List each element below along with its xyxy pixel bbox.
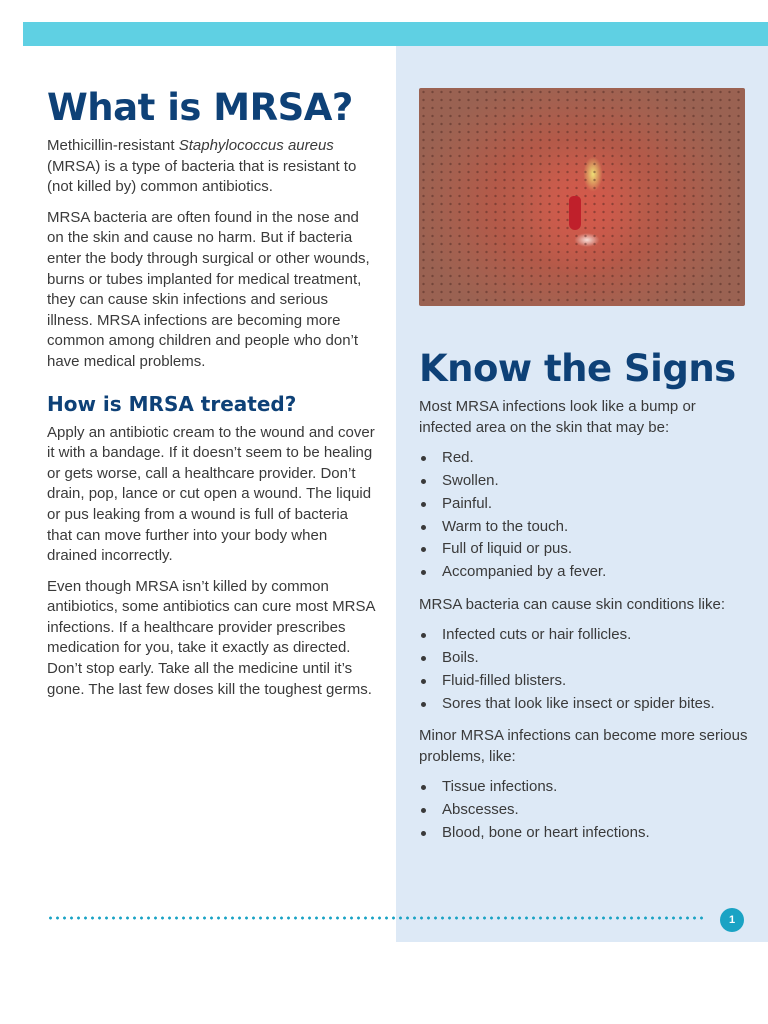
list-item: Red.	[419, 448, 749, 469]
list-item: Blood, bone or heart infections.	[419, 823, 749, 844]
list-item: Tissue infections.	[419, 777, 749, 798]
signs-intro: Most MRSA infections look like a bump or infected area on the skin that may be:	[419, 398, 696, 436]
dotted-divider	[47, 916, 703, 920]
paragraph-antibiotics: Even though MRSA isn’t killed by common antibiotics, some antibiotics can cure most MRSA infections. If a healthcare provider prescribes medication for you, take it exactly as directed. Don’t stop early. Take all the medicine until it’s gone. The last few doses kill the toughest germs.	[47, 577, 375, 698]
serious-list	[419, 777, 749, 843]
list-item: Boils.	[419, 648, 749, 669]
photo-texture	[419, 88, 745, 306]
list-item: Swollen.	[419, 471, 749, 492]
paragraph-treatment: Apply an antibiotic cream to the wound and cover it with a bandage. If it doesn’t seem to be healing or gets worse, call a healthcare provider. Don’t drain, pop, lance or cut open a wound. The liquid or pus leaking from a wound is full of bacteria that can move further into your body when drained incorrectly.	[47, 423, 375, 565]
list-item: Sores that look like insect or spider bites.	[419, 694, 749, 715]
species-name: Staphylococcus aureus	[178, 137, 334, 154]
conditions-intro: MRSA bacteria can cause skin conditions like:	[419, 595, 725, 613]
section-title-signs: Know the Signs	[419, 347, 736, 390]
page-number-badge: 1	[720, 908, 744, 932]
list-item: Painful.	[419, 494, 749, 515]
list-item: Fluid-filled blisters.	[419, 671, 749, 692]
photo-pus-drip	[569, 196, 581, 230]
list-item: Full of liquid or pus.	[419, 539, 749, 560]
signs-list	[419, 448, 749, 583]
intro-paragraph: Methicillin-resistant Staphylococcus aureus (MRSA) is a type of bacteria that is resistant to (not killed by) common antibiotics.	[47, 137, 357, 196]
list-item: Warm to the touch.	[419, 517, 749, 538]
top-accent-bar	[23, 22, 768, 46]
page-title: What is MRSA?	[47, 86, 353, 129]
list-item: Infected cuts or hair follicles.	[419, 625, 749, 646]
serious-intro: Minor MRSA infections can become more serious problems, like:	[419, 727, 748, 765]
paragraph-bacteria: MRSA bacteria are often found in the nose and on the skin and cause no harm. But if bacteria enter the body through surgical or other wounds, burns or tubes implanted for medical treatment, they can cause skin infections and serious illness. MRSA infections are becoming more common among children and people who don’t have medical problems.	[47, 208, 370, 370]
section-title-treatment: How is MRSA treated?	[47, 391, 297, 416]
skin-infection-photo	[419, 88, 745, 306]
list-item: Abscesses.	[419, 800, 749, 821]
right-column	[419, 88, 749, 856]
list-item: Accompanied by a fever.	[419, 562, 749, 583]
left-column	[47, 86, 377, 710]
conditions-list	[419, 625, 749, 714]
